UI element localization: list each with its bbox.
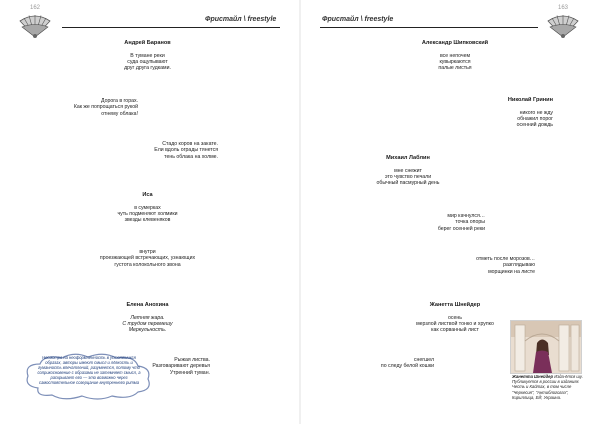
poem-line: мир качнулся… xyxy=(447,213,485,219)
poem-author: Николай Гринин xyxy=(507,97,553,103)
poem-author: Михаил Лаблин xyxy=(386,155,430,161)
header-rule xyxy=(320,27,538,28)
poem-line: Ели вдоль ограды тянется xyxy=(154,147,218,154)
poem-line: морщинки на листе xyxy=(488,268,535,275)
poem-line: Летняя жара. xyxy=(130,314,165,321)
fan-ornament-icon xyxy=(18,13,52,39)
poem-4 xyxy=(410,213,485,232)
poem-3 xyxy=(140,141,218,160)
poem-line: тень облака на холме. xyxy=(164,153,218,160)
poem-4 xyxy=(100,192,195,223)
page-header: Фристайл \ freestyle xyxy=(205,16,277,23)
poem-line: в сумерках xyxy=(134,204,161,211)
poem-line: Разговаривают деревья xyxy=(152,363,210,370)
poem-line: никого не жду xyxy=(519,109,553,116)
fan-ornament-icon xyxy=(546,13,580,39)
editor-note: Несмотря на неоформленность в устоявшихся образах, авторы имеют смысл и лёгкость и гуманность впечатлений, разумеется, потому что соприкосновение с образами не затемняет смысл, а раскрывает его — это возможно через самостоятельное созерцание внутреннего ритма xyxy=(37,355,141,386)
poem-line: внутри xyxy=(139,249,156,255)
page-number: 163 xyxy=(558,5,569,11)
poem-line: осенний дождь xyxy=(516,122,553,129)
poem-5 xyxy=(85,249,210,268)
poem-author: Андрей Баранов xyxy=(124,40,171,46)
poem-line: берег осенней реки xyxy=(437,225,485,232)
poem-author: Александр Шипковский xyxy=(421,40,489,46)
bio-text: Изда-ётся шу. Публикуется в россии в изданиях Честь и Кайтах, в том числе "Черкесия", "Антиблогогаэ", Кириллица, ЕЙ, Украина. xyxy=(512,374,583,400)
poem-line: чуть подменяют холмики xyxy=(117,210,178,217)
poem-line: проезжающей встречающих, узнающих xyxy=(99,255,196,262)
poem-line: мне снежит xyxy=(394,167,422,174)
poem-line: Утренний туман. xyxy=(169,369,210,376)
poem-line: В тумане реки xyxy=(130,52,165,59)
poem-line: Дорога в горах. xyxy=(101,98,138,104)
poem-6 xyxy=(405,302,505,333)
author-photo xyxy=(510,320,582,374)
poem-3 xyxy=(358,155,458,186)
poem-line: разглядываю xyxy=(503,262,535,269)
poem-1 xyxy=(405,40,505,71)
poem-7 xyxy=(370,357,434,370)
poem-line: как сорванный лист xyxy=(431,327,479,334)
poem-line: Меркульность. xyxy=(128,327,167,334)
poem-line: С трудом перемешу xyxy=(122,320,173,327)
page-header: Фристайл \ freestyle xyxy=(322,16,394,23)
poem-line: густота колокольного звона xyxy=(114,261,181,268)
poem-line: кувыркаются xyxy=(439,58,471,65)
poem-line: друг друга гудками. xyxy=(124,65,171,72)
poem-line: все непочем xyxy=(439,52,471,59)
author-bio xyxy=(512,374,588,400)
poem-line: осень xyxy=(448,314,462,321)
bio-name: Жанетта Шнейдер xyxy=(512,374,554,379)
header-rule xyxy=(62,27,280,28)
poem-line: по следу белой кошки xyxy=(380,363,434,370)
poem-line: обнажил порог xyxy=(517,115,553,122)
poem-line: отнему облака! xyxy=(101,110,138,117)
poem-line: суда ощупывают xyxy=(127,58,168,65)
poem-line: Как же попрощаться рукой xyxy=(73,104,138,111)
poem-line: обычный пасмурный день xyxy=(376,180,440,187)
poem-line: Стадо коров на закате. xyxy=(162,141,218,147)
author-photo-image xyxy=(511,321,581,373)
poem-line: Рыжая листва. xyxy=(174,357,210,363)
poem-line: мерзлой листвой тонко и хрупко xyxy=(416,320,494,327)
poem-5 xyxy=(450,256,535,275)
poem-7 xyxy=(148,357,210,376)
poem-1 xyxy=(100,40,195,71)
poem-line: палые листья xyxy=(438,65,472,72)
poem-6 xyxy=(100,302,195,333)
poem-author: Жанетта Шнейдер xyxy=(429,302,481,308)
poem-line: отметь после морозов… xyxy=(476,256,535,262)
poem-2 xyxy=(465,97,553,128)
poem-author: Елена Анохина xyxy=(126,302,169,308)
poem-line: точка опоры xyxy=(455,219,485,226)
poem-line: снегшел xyxy=(413,357,434,363)
poem-line: это чувство печали xyxy=(384,173,432,180)
poem-2 xyxy=(60,98,138,117)
page-number: 162 xyxy=(30,5,41,11)
poem-line: звезды клевеняков xyxy=(124,217,171,224)
poem-author: Иса xyxy=(142,192,153,198)
